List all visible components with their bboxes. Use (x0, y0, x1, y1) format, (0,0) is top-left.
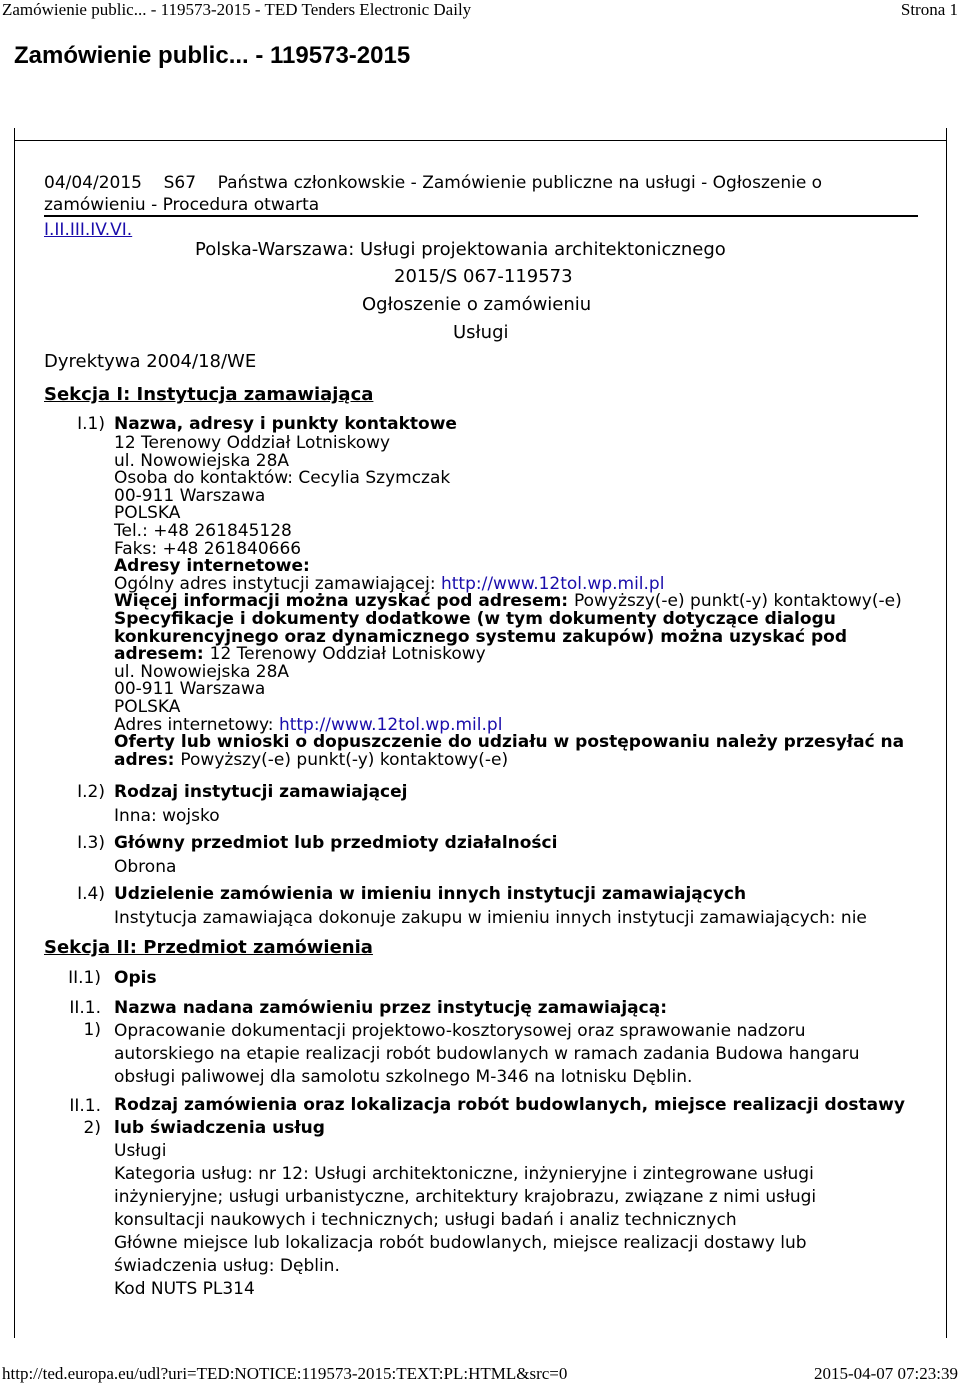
notice-header-line1: 04/04/2015 S67 Państwa członkowskie - Zamówienie publiczne na usługi - Ogłoszenie o (44, 173, 823, 193)
i1-line: Tel.: +48 261845128 (114, 520, 292, 541)
notice-heading: Polska-Warszawa: Usługi projektowania architektonicznego (195, 239, 726, 260)
ii11-line: obsługi paliwowej dla samolotu szkolnego M-346 na lotnisku Dęblin. (114, 1067, 693, 1087)
notice-number: 2015/S 067-119573 (394, 266, 573, 287)
web-address-label: Adres internetowy: (114, 714, 279, 735)
ii11-number-a: II.1. (69, 998, 101, 1018)
ii1-heading: Opis (114, 968, 157, 988)
internet-heading: Adresy internetowe: (114, 556, 310, 577)
offers-line2-value: Powyższy(-e) punkt(-y) kontaktowy(-e) (180, 749, 509, 770)
ii11-number-b: 1) (83, 1020, 101, 1040)
i2-heading: Rodzaj instytucji zamawiającej (114, 782, 408, 802)
general-address-link[interactable]: http://www.12tol.wp.mil.pl (440, 573, 665, 594)
ii12-number-b: 2) (83, 1118, 101, 1138)
ii12-line: Kod NUTS PL314 (114, 1279, 255, 1299)
ii11-text (114, 1020, 860, 1089)
i1-line: Osoba do kontaktów: Cecylia Szymczak (114, 468, 451, 489)
i4-number: I.4) (77, 884, 105, 904)
ii12-heading-line1: Rodzaj zamówienia oraz lokalizacja robót budowlanych, miejsce realizacji dostawy (114, 1095, 905, 1115)
print-header-page-number: Strona 1 (900, 0, 958, 19)
spec-line1: Specyfikacje i dokumenty dodatkowe (w tym dokumenty dotyczące dialogu (114, 608, 836, 629)
header-rule (44, 215, 918, 217)
spec-line2: konkurencyjnego oraz dynamicznego systemu zakupów) można uzyskać pod (114, 626, 848, 647)
ii12-number-a: II.1. (69, 1096, 101, 1116)
frame-top-rule (14, 140, 947, 141)
offers-line1: Oferty lub wnioski o dopuszczenie do udziału w postępowaniu należy przesyłać na (114, 732, 905, 753)
i3-number: I.3) (77, 833, 105, 853)
i3-heading: Główny przedmiot lub przedmioty działalności (114, 833, 558, 853)
spec-line: 00-911 Warszawa (114, 679, 266, 700)
ii11-line: autorskiego na etapie realizacji robót budowlanych w ramach zadania Budowa hangaru (114, 1044, 860, 1064)
offers-line2-label: adres: (114, 749, 181, 770)
notice-header-line2: zamówieniu - Procedura otwarta (44, 195, 320, 215)
section-nav-links[interactable]: I.II.III.IV.VI. (44, 220, 133, 240)
more-info-value: Powyższy(-e) punkt(-y) kontaktowy(-e) (574, 591, 902, 612)
more-info-label: Więcej informacji można uzyskać pod adresem: (114, 591, 575, 612)
i2-number: I.2) (77, 782, 105, 802)
offers-line2 (114, 749, 904, 770)
section1-title: Sekcja I: Instytucja zamawiająca (44, 384, 374, 405)
spec-line3-value: 12 Terenowy Oddział Lotniskowy (209, 644, 486, 665)
page-title: Zamówienie public... - 119573-2015 (14, 42, 411, 69)
ii12-line: Usługi (114, 1141, 167, 1161)
web-address-link[interactable]: http://www.12tol.wp.mil.pl (278, 714, 503, 735)
frame-left-border (14, 128, 15, 1338)
i1-line: 00-911 Warszawa (114, 485, 266, 506)
ii12-line: konsultacji naukowych i technicznych; usługi badań i analiz technicznych (114, 1210, 737, 1230)
ii11-heading: Nazwa nadana zamówieniu przez instytucję zamawiającą: (114, 998, 667, 1018)
general-address-label: Ogólny adres instytucji zamawiającej: (114, 573, 441, 594)
ii1-number: II.1) (68, 968, 101, 988)
i1-line: ul. Nowowiejska 28A (114, 450, 290, 471)
print-footer-url: http://ted.europa.eu/udl?uri=TED:NOTICE:119573-2015:TEXT:PL:HTML&src=0 (2, 1364, 568, 1383)
i1-line: Faks: +48 261840666 (114, 538, 302, 559)
ii12-line: Główne miejsce lub lokalizacja robót budowlanych, miejsce realizacji dostawy lub (114, 1233, 807, 1253)
i4-heading: Udzielenie zamówienia w imieniu innych instytucji zamawiających (114, 884, 747, 904)
i1-heading: Nazwa, adresy i punkty kontaktowe (114, 414, 457, 434)
spec-line: ul. Nowowiejska 28A (114, 661, 290, 682)
frame-right-border (946, 128, 947, 1338)
i1-line: 12 Terenowy Oddział Lotniskowy (114, 433, 391, 453)
section2-title: Sekcja II: Przedmiot zamówienia (44, 937, 373, 958)
ii12-heading-line2: lub świadczenia usług (114, 1118, 325, 1138)
print-header-title: Zamówienie public... - 119573-2015 - TED Tenders Electronic Daily (2, 0, 472, 19)
spec-line: POLSKA (114, 696, 181, 717)
ii11-line: Opracowanie dokumentacji projektowo-kosztorysowej oraz sprawowanie nadzoru (114, 1021, 806, 1041)
spec-line3-label: adresem: (114, 644, 210, 665)
i3-value: Obrona (114, 857, 177, 877)
print-footer-timestamp: 2015-04-07 07:23:39 (813, 1364, 958, 1383)
ii12-line: świadczenia usług: Dęblin. (114, 1256, 340, 1276)
ii12-text (114, 1140, 816, 1301)
ii12-line: inżynieryjne; usługi urbanistyczne, architektury krajobrazu, związane z nimi usługi (114, 1187, 817, 1207)
contract-type: Usługi (453, 322, 509, 343)
ii12-line: Kategoria usług: nr 12: Usługi architektoniczne, inżynieryjne i zintegrowane usługi (114, 1164, 814, 1184)
i1-address-block (114, 435, 904, 769)
i1-number: I.1) (77, 414, 105, 434)
directive: Dyrektywa 2004/18/WE (44, 351, 257, 372)
i4-value: Instytucja zamawiająca dokonuje zakupu w imieniu innych instytucji zamawiających: nie (114, 908, 867, 928)
ii12-heading (114, 1094, 905, 1140)
i2-value: Inna: wojsko (114, 806, 220, 826)
i1-line: POLSKA (114, 503, 181, 524)
notice-type: Ogłoszenie o zamówieniu (362, 294, 592, 315)
